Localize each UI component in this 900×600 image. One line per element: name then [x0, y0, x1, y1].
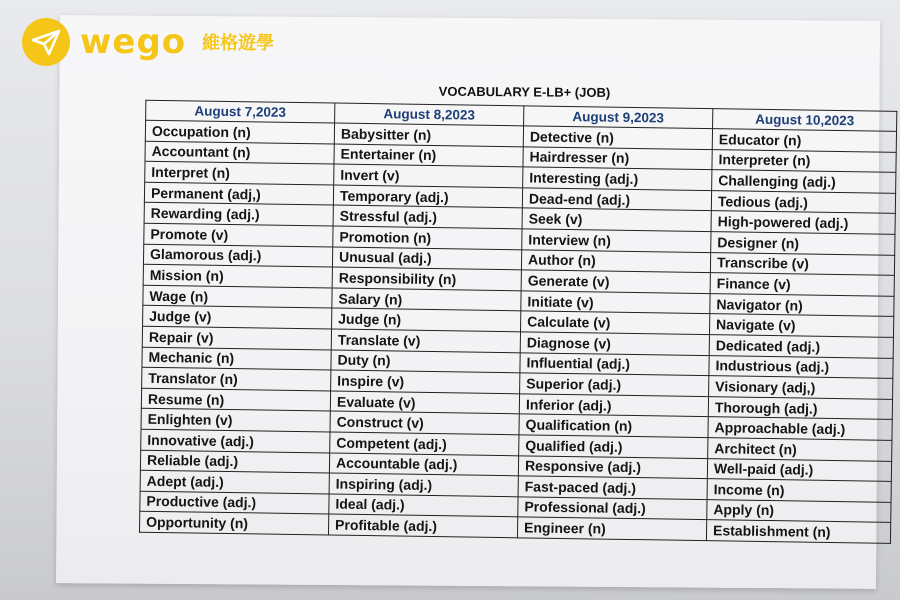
vocab-cell: Judge (n)	[332, 308, 521, 331]
vocab-cell: Navigator (n)	[710, 293, 894, 316]
vocab-cell: High-powered (adj.)	[711, 211, 895, 234]
vocab-cell: Apply (n)	[707, 499, 891, 522]
paper-plane-icon	[22, 18, 70, 66]
vocab-cell: Educator (n)	[712, 129, 896, 152]
vocab-cell: Dedicated (adj.)	[709, 335, 893, 358]
vocab-cell: Finance (v)	[710, 273, 894, 296]
vocab-cell: Temporary (adj.)	[333, 185, 522, 208]
vocab-cell: Author (n)	[521, 249, 710, 272]
column-header: August 7,2023	[146, 100, 335, 123]
vocab-cell: Translate (v)	[331, 329, 520, 352]
vocab-cell: Responsive (adj.)	[518, 455, 707, 478]
vocab-cell: Salary (n)	[332, 288, 521, 311]
vocab-cell: Industrious (adj.)	[709, 355, 893, 378]
vocab-cell: Stressful (adj.)	[333, 205, 522, 228]
vocab-cell: Interview (n)	[522, 229, 711, 252]
vocab-cell: Income (n)	[707, 479, 891, 502]
vocab-cell: Dead-end (adj.)	[522, 188, 711, 211]
vocab-cell: Duty (n)	[331, 350, 520, 373]
vocab-cell: Qualification (n)	[519, 414, 708, 437]
vocab-cell: Occupation (n)	[145, 120, 334, 143]
vocab-cell: Invert (v)	[334, 164, 523, 187]
sheet-title: VOCABULARY E-LB+ (JOB)	[438, 83, 611, 100]
vocabulary-table-body	[139, 120, 896, 543]
vocab-cell: Architect (n)	[708, 438, 892, 461]
vocab-cell: Resume (n)	[141, 388, 330, 411]
vocab-cell: Interpret (n)	[145, 161, 334, 184]
vocab-cell: Mechanic (n)	[142, 347, 331, 370]
vocab-cell: Mission (n)	[143, 264, 332, 287]
vocab-cell: Hairdresser (n)	[523, 146, 712, 169]
paper-sheet	[56, 15, 880, 589]
vocab-cell: Navigate (v)	[709, 314, 893, 337]
vocab-cell: Initiate (v)	[521, 291, 710, 314]
vocab-cell: Permanent (adj,)	[144, 182, 333, 205]
vocab-cell: Interesting (adj.)	[523, 167, 712, 190]
vocab-cell: Inferior (adj.)	[519, 394, 708, 417]
column-header: August 9,2023	[524, 106, 713, 129]
vocab-cell: Construct (v)	[330, 411, 519, 434]
vocab-cell: Unusual (adj.)	[332, 247, 521, 270]
vocab-cell: Detective (n)	[523, 126, 712, 149]
vocab-cell: Tedious (adj.)	[711, 190, 895, 213]
vocab-cell: Promote (v)	[144, 223, 333, 246]
vocabulary-table	[139, 100, 897, 544]
vocab-cell: Judge (v)	[143, 306, 332, 329]
brand-logo	[22, 18, 274, 66]
vocab-cell: Calculate (v)	[521, 311, 710, 334]
vocab-cell: Interpreter (n)	[712, 149, 896, 172]
vocab-cell: Competent (adj.)	[330, 432, 519, 455]
vocab-cell: Evaluate (v)	[330, 391, 519, 414]
vocab-cell: Seek (v)	[522, 208, 711, 231]
vocab-cell: Establishment (n)	[706, 520, 890, 543]
vocab-cell: Fast-paced (adj.)	[518, 476, 707, 499]
vocab-cell: Enlighten (v)	[141, 409, 330, 432]
vocab-cell: Visionary (adj,)	[709, 376, 893, 399]
vocab-cell: Qualified (adj.)	[519, 435, 708, 458]
vocab-cell: Rewarding (adj.)	[144, 203, 333, 226]
vocab-cell: Opportunity (n)	[139, 511, 328, 534]
vocab-cell: Reliable (adj.)	[140, 450, 329, 473]
vocab-cell: Productive (adj.)	[140, 491, 329, 514]
vocab-cell: Innovative (adj.)	[141, 429, 330, 452]
vocab-cell: Accountant (n)	[145, 141, 334, 164]
brand-name: wego	[80, 22, 187, 62]
vocab-cell: Superior (adj.)	[520, 373, 709, 396]
vocab-cell: Generate (v)	[521, 270, 710, 293]
brand-name-chinese: 維格遊學	[202, 33, 275, 54]
vocab-cell: Promotion (n)	[333, 226, 522, 249]
vocab-cell: Well-paid (adj.)	[707, 458, 891, 481]
vocab-cell: Diagnose (v)	[520, 332, 709, 355]
vocab-cell: Profitable (adj.)	[328, 514, 517, 537]
vocab-cell: Designer (n)	[711, 232, 895, 255]
vocab-cell: Inspiring (adj.)	[329, 473, 518, 496]
vocab-cell: Responsibility (n)	[332, 267, 521, 290]
vocab-cell: Translator (n)	[142, 367, 331, 390]
vocab-cell: Repair (v)	[142, 326, 331, 349]
vocab-cell: Challenging (adj.)	[712, 170, 896, 193]
vocab-cell: Babysitter (n)	[334, 123, 523, 146]
vocab-cell: Engineer (n)	[517, 517, 706, 540]
vocab-cell: Professional (adj.)	[518, 497, 707, 520]
vocab-cell: Approachable (adj.)	[708, 417, 892, 440]
column-header: August 10,2023	[713, 109, 897, 132]
vocab-cell: Inspire (v)	[331, 370, 520, 393]
vocab-cell: Thorough (adj.)	[708, 396, 892, 419]
vocab-cell: Entertainer (n)	[334, 144, 523, 167]
vocab-cell: Influential (adj.)	[520, 352, 709, 375]
vocab-cell: Ideal (adj.)	[329, 494, 518, 517]
vocab-cell: Transcribe (v)	[710, 252, 894, 275]
vocab-cell: Accountable (adj.)	[329, 453, 518, 476]
vocab-cell: Glamorous (adj.)	[143, 244, 332, 267]
column-header: August 8,2023	[335, 103, 524, 126]
vocab-cell: Wage (n)	[143, 285, 332, 308]
vocab-cell: Adept (adj.)	[140, 470, 329, 493]
